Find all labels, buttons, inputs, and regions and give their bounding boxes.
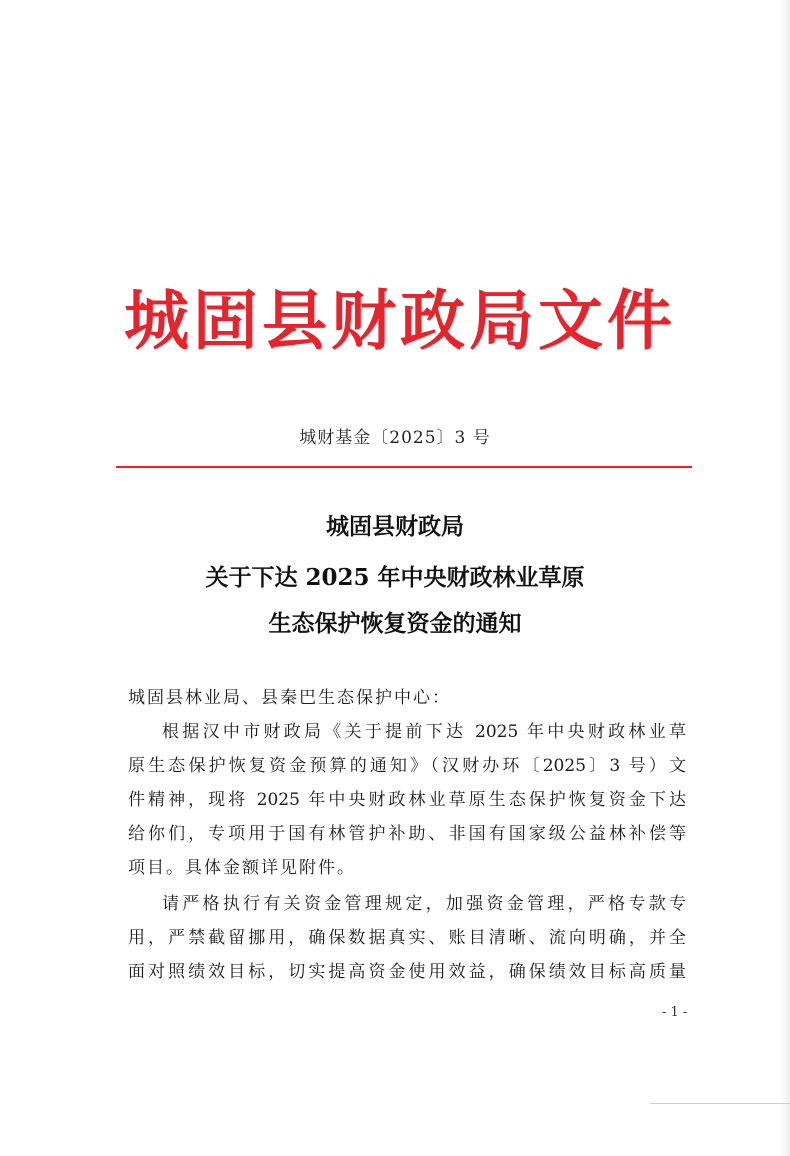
title-line-2: 关于下达 2025 年中央财政林业草原 [205,564,585,591]
scan-edge-line [650,1103,790,1104]
scan-edge-shadow [780,0,790,1156]
paragraph1-line: 件精神，现将 2025 年中央财政林业草原生态保护恢复资金下达 [128,790,686,810]
paragraph1-line: 根据汉中市财政局《关于提前下达 2025 年中央财政林业草 [162,722,686,742]
masthead-title: 城固县财政局文件 [123,283,676,359]
red-separator-line [116,466,692,468]
paragraph1-line: 原生态保护恢复资金预算的通知》（汉财办环〔2025〕3 号）文 [128,756,686,776]
paragraph2-line: 面对照绩效目标，切实提高资金使用效益，确保绩效目标高质量 [128,962,686,982]
document-number: 城财基金〔2025〕3 号 [299,428,491,448]
paragraph2-line: 用，严禁截留挪用，确保数据真实、账目清晰、流向明确，并全 [128,928,686,948]
title-line-1: 城固县财政局 [326,513,464,540]
title-line-3: 生态保护恢复资金的通知 [268,610,522,637]
recipient-line: 城固县林业局、县秦巴生态保护中心： [128,688,451,708]
page-number: - 1 - [662,1005,688,1020]
paragraph1-line: 项目。具体金额详见附件。 [128,858,356,878]
paragraph2-line: 请严格执行有关资金管理规定，加强资金管理，严格专款专 [162,894,686,914]
paragraph1-line: 给你们，专项用于国有林管护补助、非国有国家级公益林补偿等 [128,824,686,844]
